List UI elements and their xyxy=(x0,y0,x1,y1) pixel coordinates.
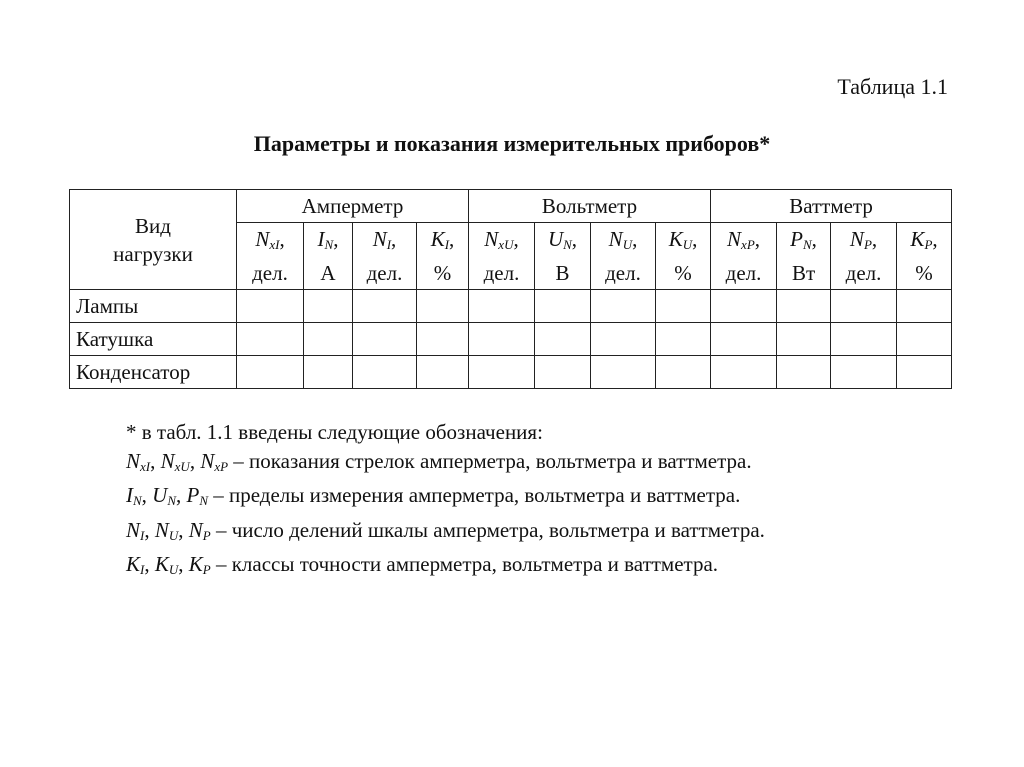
table-cell xyxy=(897,356,952,389)
note-symbol: $K_I$ xyxy=(126,552,145,577)
column-header-u-n: $U_N$, В xyxy=(535,223,591,290)
table-cell xyxy=(777,323,831,356)
notes-line: $N_{xI}$, $N_{xU}$, $N_{xP}$ – показания стрелок амперметра, вольтметра и ваттметра. xyxy=(126,448,752,474)
note-text: – классы точности амперметра, вольтметра и ваттметра. xyxy=(210,552,719,576)
column-header-i-n: $I_N$, А xyxy=(304,223,353,290)
load-type-header xyxy=(70,190,237,290)
note-symbol: $N_U$ xyxy=(154,517,179,543)
table-cell xyxy=(711,290,777,323)
note-symbol: $U_N$ xyxy=(152,483,177,508)
note-symbol: $K_P$ xyxy=(188,552,211,577)
column-symbol: $N_{xP}$ xyxy=(727,227,755,252)
table-cell xyxy=(304,323,353,356)
table-cell xyxy=(897,323,952,356)
parameters-table xyxy=(69,189,952,389)
column-header-k-u: $K_U$, % xyxy=(656,223,711,290)
column-header-n-xi: $N_{xI}$, дел. xyxy=(237,223,304,290)
table-cell xyxy=(656,356,711,389)
table-cell xyxy=(831,290,897,323)
column-unit: дел. xyxy=(845,261,882,285)
column-symbol: $N_{xU}$ xyxy=(484,227,514,252)
column-header-p-n: $P_N$, Вт xyxy=(777,223,831,290)
table-cell xyxy=(591,290,656,323)
note-symbol: $K_U$ xyxy=(154,552,179,577)
row-label: Лампы xyxy=(70,290,237,323)
table-cell xyxy=(353,323,417,356)
table-cell xyxy=(591,323,656,356)
notes-intro: * в табл. 1.1 введены следующие обозначения: xyxy=(126,420,543,444)
table-cell xyxy=(897,290,952,323)
load-type-header-line1: Вид xyxy=(135,213,171,238)
column-unit: дел. xyxy=(366,261,403,285)
column-unit: дел. xyxy=(483,261,520,285)
notes xyxy=(126,418,765,585)
note-symbol: $N_I$ xyxy=(126,517,145,543)
column-symbol: $P_N$ xyxy=(790,227,812,252)
table-cell xyxy=(777,290,831,323)
column-symbol: $I_N$ xyxy=(317,227,334,252)
table-cell xyxy=(304,290,353,323)
table-cell xyxy=(711,323,777,356)
notes-lines xyxy=(126,447,765,585)
table-row xyxy=(70,290,952,323)
table-cell xyxy=(237,356,304,389)
column-header-k-p: $K_P$, % xyxy=(897,223,952,290)
note-symbol: $P_N$ xyxy=(186,483,209,508)
table-cell xyxy=(656,290,711,323)
column-header-n-p: $N_P$, дел. xyxy=(831,223,897,290)
column-symbol: $K_U$ xyxy=(668,227,693,252)
column-header-n-u: $N_U$, дел. xyxy=(591,223,656,290)
table-cell xyxy=(831,323,897,356)
table-cell xyxy=(469,323,535,356)
table-cell xyxy=(417,290,469,323)
column-symbol: $N_U$ xyxy=(608,227,633,252)
table-cell xyxy=(711,356,777,389)
column-unit: дел. xyxy=(252,261,288,285)
column-header-n-xu: $N_{xU}$, дел. xyxy=(469,223,535,290)
table-row xyxy=(70,356,952,389)
column-unit: Вт xyxy=(791,261,816,285)
note-text: – пределы измерения амперметра, вольтметра и ваттметра. xyxy=(208,483,741,507)
table-cell xyxy=(656,323,711,356)
table-cell xyxy=(417,323,469,356)
table-cell xyxy=(535,356,591,389)
group-ammeter: Амперметр xyxy=(237,190,469,223)
column-unit: дел. xyxy=(605,261,641,285)
table-cell xyxy=(831,356,897,389)
table-cell xyxy=(353,290,417,323)
table-cell xyxy=(469,290,535,323)
note-symbol: $N_{xP}$ xyxy=(200,448,229,474)
table-cell xyxy=(237,323,304,356)
table-cell xyxy=(469,356,535,389)
column-unit: % xyxy=(915,261,933,285)
note-symbol: $I_N$ xyxy=(126,483,142,508)
group-voltmeter: Вольтметр xyxy=(469,190,711,223)
table-title: Параметры и показания измерительных приборов* xyxy=(253,131,771,156)
table-cell xyxy=(777,356,831,389)
load-type-header-line2: нагрузки xyxy=(113,241,193,266)
column-header-n-i: $N_I$, дел. xyxy=(353,223,417,290)
column-unit: % xyxy=(433,261,452,285)
column-symbol: $U_N$ xyxy=(547,227,572,252)
column-header-n-xp: $N_{xP}$, дел. xyxy=(711,223,777,290)
table-row xyxy=(70,323,952,356)
column-unit: дел. xyxy=(725,261,762,285)
table-number: Таблица 1.1 xyxy=(837,74,948,99)
group-header-row xyxy=(70,190,952,223)
note-symbol: $N_P$ xyxy=(188,517,211,543)
table-cell xyxy=(535,323,591,356)
table-cell xyxy=(237,290,304,323)
column-symbol: $N_I$ xyxy=(372,227,392,252)
column-symbol: $N_{xI}$ xyxy=(255,227,280,252)
column-symbol: $K_I$ xyxy=(430,227,450,252)
notes-line: $K_I$, $K_U$, $K_P$ – классы точности амперметра, вольтметра и ваттметра. xyxy=(126,552,719,577)
note-symbol: $N_{xI}$ xyxy=(126,448,151,474)
note-text: – число делений шкалы амперметра, вольтметра и ваттметра. xyxy=(210,517,765,542)
column-header-k-i: $K_I$, % xyxy=(417,223,469,290)
table-cell xyxy=(417,356,469,389)
row-label: Катушка xyxy=(70,323,237,356)
notes-line: $N_I$, $N_U$, $N_P$ – число делений шкалы амперметра, вольтметра и ваттметра. xyxy=(126,517,765,543)
note-text: – показания стрелок амперметра, вольтметра и ваттметра. xyxy=(228,448,752,473)
data-rows xyxy=(70,290,952,389)
table-cell xyxy=(535,290,591,323)
column-unit: % xyxy=(674,261,692,285)
column-unit: В xyxy=(555,261,570,285)
column-unit: А xyxy=(320,261,336,285)
table-cell xyxy=(353,356,417,389)
notes-line: $I_N$, $U_N$, $P_N$ – пределы измерения амперметра, вольтметра и ваттметра. xyxy=(126,483,741,508)
table-cell xyxy=(304,356,353,389)
table-cell xyxy=(591,356,656,389)
column-symbol: $K_P$ xyxy=(910,227,933,252)
group-wattmeter: Ваттметр xyxy=(711,190,952,223)
note-symbol: $N_{xU}$ xyxy=(160,448,190,474)
column-symbol: $N_P$ xyxy=(849,227,872,252)
row-label: Конденсатор xyxy=(70,356,237,389)
